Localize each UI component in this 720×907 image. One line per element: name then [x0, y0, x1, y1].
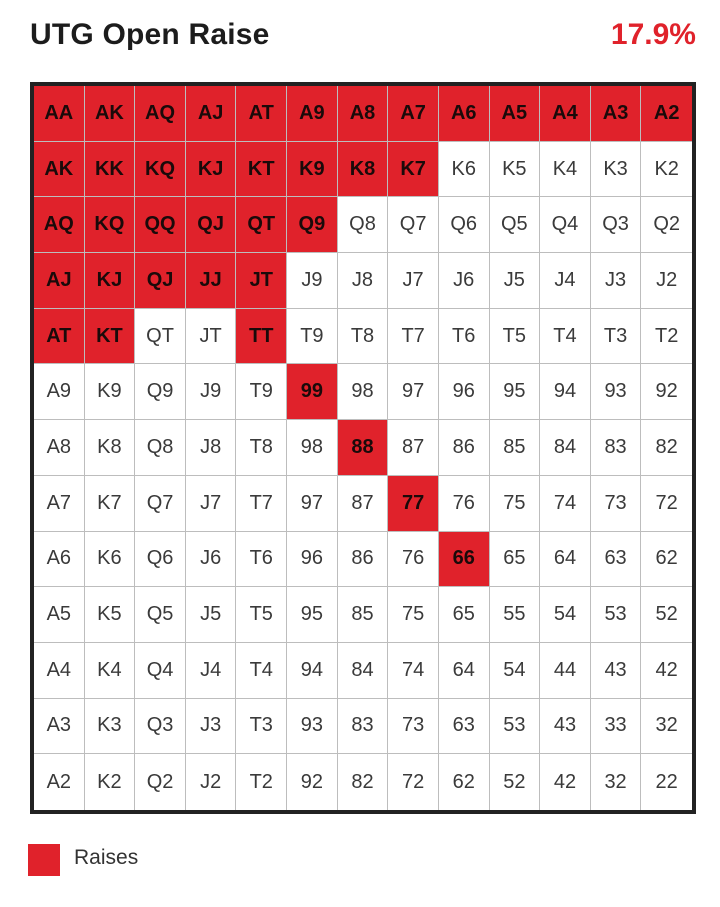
hand-cell-5-9: 95: [490, 364, 541, 420]
hand-cell-9-4: T5: [236, 587, 287, 643]
hand-cell-11-9: 53: [490, 699, 541, 755]
hand-cell-7-2: Q7: [135, 476, 186, 532]
hand-cell-9-12: 52: [641, 587, 692, 643]
hand-cell-4-9: T5: [490, 309, 541, 365]
hand-cell-4-0: AT: [34, 309, 85, 365]
hand-cell-3-3: JJ: [186, 253, 237, 309]
hand-cell-6-5: 98: [287, 420, 338, 476]
hand-cell-0-0: AA: [34, 86, 85, 142]
hand-cell-0-10: A4: [540, 86, 591, 142]
hand-cell-5-3: J9: [186, 364, 237, 420]
hand-cell-3-10: J4: [540, 253, 591, 309]
hand-cell-11-6: 83: [338, 699, 389, 755]
hand-cell-5-6: 98: [338, 364, 389, 420]
hand-cell-4-7: T7: [388, 309, 439, 365]
hand-cell-5-12: 92: [641, 364, 692, 420]
hand-cell-1-3: KJ: [186, 142, 237, 198]
hand-cell-1-0: AK: [34, 142, 85, 198]
hand-cell-0-9: A5: [490, 86, 541, 142]
hand-cell-9-5: 95: [287, 587, 338, 643]
hand-cell-1-9: K5: [490, 142, 541, 198]
hand-cell-7-3: J7: [186, 476, 237, 532]
hand-cell-8-1: K6: [85, 532, 136, 588]
hand-cell-0-11: A3: [591, 86, 642, 142]
hand-cell-12-12: 22: [655, 770, 678, 793]
hand-cell-2-11: Q3: [591, 197, 642, 253]
hand-cell-2-12: Q2: [641, 197, 692, 253]
hand-cell-6-0: A8: [34, 420, 85, 476]
hand-cell-11-2: Q3: [135, 699, 186, 755]
hand-cell-12-5: 92: [287, 754, 338, 810]
hand-cell-2-0: AQ: [34, 197, 85, 253]
hand-cell-5-1: K9: [85, 364, 136, 420]
hand-cell-0-6: A8: [338, 86, 389, 142]
hand-cell-9-0: A5: [34, 587, 85, 643]
hand-cell-12-6: 82: [338, 754, 389, 810]
hand-cell-2-9: Q5: [490, 197, 541, 253]
hand-cell-4-2: QT: [135, 309, 186, 365]
hand-cell-8-8: 66: [439, 532, 490, 588]
hand-cell-1-7: K7: [388, 142, 439, 198]
hand-cell-12-2: Q2: [135, 754, 186, 810]
hand-cell-10-0: A4: [34, 643, 85, 699]
hand-cell-0-2: AQ: [135, 86, 186, 142]
hand-cell-8-0: A6: [34, 532, 85, 588]
range-percentage: 17.9%: [610, 18, 696, 51]
hand-cell-3-11: J3: [591, 253, 642, 309]
hand-cell-7-5: 97: [287, 476, 338, 532]
hand-cell-9-10: 54: [540, 587, 591, 643]
hand-cell-2-4: QT: [236, 197, 287, 253]
hand-cell-4-11: T3: [591, 309, 642, 365]
hand-cell-8-4: T6: [236, 532, 287, 588]
hand-cell-10-11: 43: [591, 643, 642, 699]
hand-cell-7-8: 76: [439, 476, 490, 532]
hand-cell-7-11: 73: [591, 476, 642, 532]
hand-cell-11-0: A3: [34, 699, 85, 755]
hand-cell-6-1: K8: [85, 420, 136, 476]
hand-cell-3-12: J2: [641, 253, 692, 309]
hand-cell-4-10: T4: [540, 309, 591, 365]
hand-cell-1-2: KQ: [135, 142, 186, 198]
hand-cell-1-10: K4: [540, 142, 591, 198]
hand-cell-6-7: 87: [388, 420, 439, 476]
hand-cell-6-4: T8: [236, 420, 287, 476]
hand-cell-11-1: K3: [85, 699, 136, 755]
hand-cell-7-9: 75: [490, 476, 541, 532]
hand-cell-9-11: 53: [591, 587, 642, 643]
hand-cell-11-8: 63: [439, 699, 490, 755]
hand-cell-2-8: Q6: [439, 197, 490, 253]
hand-cell-1-5: K9: [287, 142, 338, 198]
hand-cell-10-8: 64: [439, 643, 490, 699]
hand-cell-7-4: T7: [236, 476, 287, 532]
hand-cell-12-4: T2: [236, 754, 287, 810]
hand-cell-12-10: 42: [540, 754, 591, 810]
hand-cell-8-2: Q6: [135, 532, 186, 588]
hand-cell-3-1: KJ: [85, 253, 136, 309]
hand-cell-5-8: 96: [439, 364, 490, 420]
hand-cell-7-6: 87: [338, 476, 389, 532]
hand-cell-6-9: 85: [490, 420, 541, 476]
hand-cell-4-6: T8: [338, 309, 389, 365]
hand-cell-8-9: 65: [490, 532, 541, 588]
hand-cell-7-12: 72: [641, 476, 692, 532]
hand-cell-12-11: 32: [591, 754, 642, 810]
hand-cell-11-3: J3: [186, 699, 237, 755]
hand-cell-3-2: QJ: [135, 253, 186, 309]
hand-cell-11-12: 32: [641, 699, 692, 755]
hand-cell-4-5: T9: [287, 309, 338, 365]
hand-cell-12-1: K2: [85, 754, 136, 810]
hand-cell-1-6: K8: [338, 142, 389, 198]
hand-cell-1-8: K6: [439, 142, 490, 198]
hand-cell-11-7: 73: [388, 699, 439, 755]
hand-cell-12-3: J2: [186, 754, 237, 810]
hand-cell-7-10: 74: [540, 476, 591, 532]
hand-cell-7-7: 77: [388, 476, 439, 532]
hand-cell-10-3: J4: [186, 643, 237, 699]
hand-cell-0-7: A7: [388, 86, 439, 142]
hand-cell-0-3: AJ: [186, 86, 237, 142]
hand-cell-3-7: J7: [388, 253, 439, 309]
hand-cell-7-0: A7: [34, 476, 85, 532]
legend-label-raises: Raises: [74, 846, 139, 869]
hand-cell-10-4: T4: [236, 643, 287, 699]
hand-cell-10-12: 42: [641, 643, 692, 699]
legend-swatch-raises: [28, 844, 60, 876]
hand-cell-5-0: A9: [34, 364, 85, 420]
hand-cell-4-3: JT: [186, 309, 237, 365]
hand-cell-3-9: J5: [490, 253, 541, 309]
hand-cell-3-6: J8: [338, 253, 389, 309]
hand-cell-11-5: 93: [287, 699, 338, 755]
hand-cell-2-1: KQ: [85, 197, 136, 253]
hand-cell-12-0: A2: [34, 754, 85, 810]
hand-cell-4-4: TT: [236, 309, 287, 365]
hand-cell-10-9: 54: [490, 643, 541, 699]
hand-cell-3-4: JT: [236, 253, 287, 309]
hand-cell-6-12: 82: [641, 420, 692, 476]
hand-cell-9-9: 55: [490, 587, 541, 643]
hand-cell-3-5: J9: [287, 253, 338, 309]
hand-cell-5-5: 99: [287, 364, 338, 420]
hand-cell-6-10: 84: [540, 420, 591, 476]
hand-cell-5-4: T9: [236, 364, 287, 420]
hand-cell-6-2: Q8: [135, 420, 186, 476]
hand-cell-11-10: 43: [540, 699, 591, 755]
hand-cell-1-12: K2: [641, 142, 692, 198]
hand-cell-0-12: A2: [641, 86, 692, 142]
hand-cell-8-6: 86: [338, 532, 389, 588]
hand-cell-6-8: 86: [439, 420, 490, 476]
hand-cell-10-10: 44: [540, 643, 591, 699]
hand-cell-6-6: 88: [338, 420, 389, 476]
hand-cell-0-1: AK: [85, 86, 136, 142]
hand-cell-9-8: 65: [439, 587, 490, 643]
hand-cell-2-6: Q8: [338, 197, 389, 253]
hand-cell-10-5: 94: [287, 643, 338, 699]
hand-cell-9-6: 85: [338, 587, 389, 643]
hand-cell-10-2: Q4: [135, 643, 186, 699]
hand-cell-11-11: 33: [591, 699, 642, 755]
hand-cell-9-3: J5: [186, 587, 237, 643]
hand-cell-5-7: 97: [388, 364, 439, 420]
hand-cell-9-2: Q5: [135, 587, 186, 643]
hand-cell-3-8: J6: [439, 253, 490, 309]
hand-cell-9-7: 75: [388, 587, 439, 643]
hand-cell-12-7: 72: [388, 754, 439, 810]
hand-cell-10-6: 84: [338, 643, 389, 699]
hand-range-grid: [30, 82, 696, 814]
hand-cell-6-3: J8: [186, 420, 237, 476]
hand-cell-6-11: 83: [591, 420, 642, 476]
hand-cell-8-12: 62: [641, 532, 692, 588]
hand-cell-1-1: KK: [85, 142, 136, 198]
hand-cell-2-2: QQ: [135, 197, 186, 253]
hand-cell-4-1: KT: [85, 309, 136, 365]
hand-cell-1-4: KT: [236, 142, 287, 198]
hand-cell-5-2: Q9: [135, 364, 186, 420]
chart-title: UTG Open Raise: [30, 18, 270, 51]
hand-cell-0-8: A6: [439, 86, 490, 142]
hand-cell-2-10: Q4: [540, 197, 591, 253]
hand-cell-1-11: K3: [591, 142, 642, 198]
hand-cell-12-8: 62: [439, 754, 490, 810]
hand-cell-0-5: A9: [287, 86, 338, 142]
hand-cell-10-7: 74: [388, 643, 439, 699]
hand-cell-12-9: 52: [490, 754, 541, 810]
hand-cell-3-0: AJ: [34, 253, 85, 309]
hand-cell-2-3: QJ: [186, 197, 237, 253]
hand-cell-2-7: Q7: [388, 197, 439, 253]
hand-cell-7-1: K7: [85, 476, 136, 532]
hand-cell-2-5: Q9: [287, 197, 338, 253]
hand-cell-4-12: T2: [641, 309, 692, 365]
hand-cell-11-4: T3: [236, 699, 287, 755]
hand-cell-8-5: 96: [287, 532, 338, 588]
hand-cell-8-7: 76: [388, 532, 439, 588]
hand-cell-8-11: 63: [591, 532, 642, 588]
hand-cell-8-3: J6: [186, 532, 237, 588]
hand-cell-10-1: K4: [85, 643, 136, 699]
hand-cell-8-10: 64: [540, 532, 591, 588]
hand-cell-5-11: 93: [591, 364, 642, 420]
hand-cell-9-1: K5: [85, 587, 136, 643]
chart-header: [30, 18, 696, 62]
hand-cell-4-8: T6: [439, 309, 490, 365]
hand-cell-0-4: AT: [236, 86, 287, 142]
hand-cell-5-10: 94: [540, 364, 591, 420]
